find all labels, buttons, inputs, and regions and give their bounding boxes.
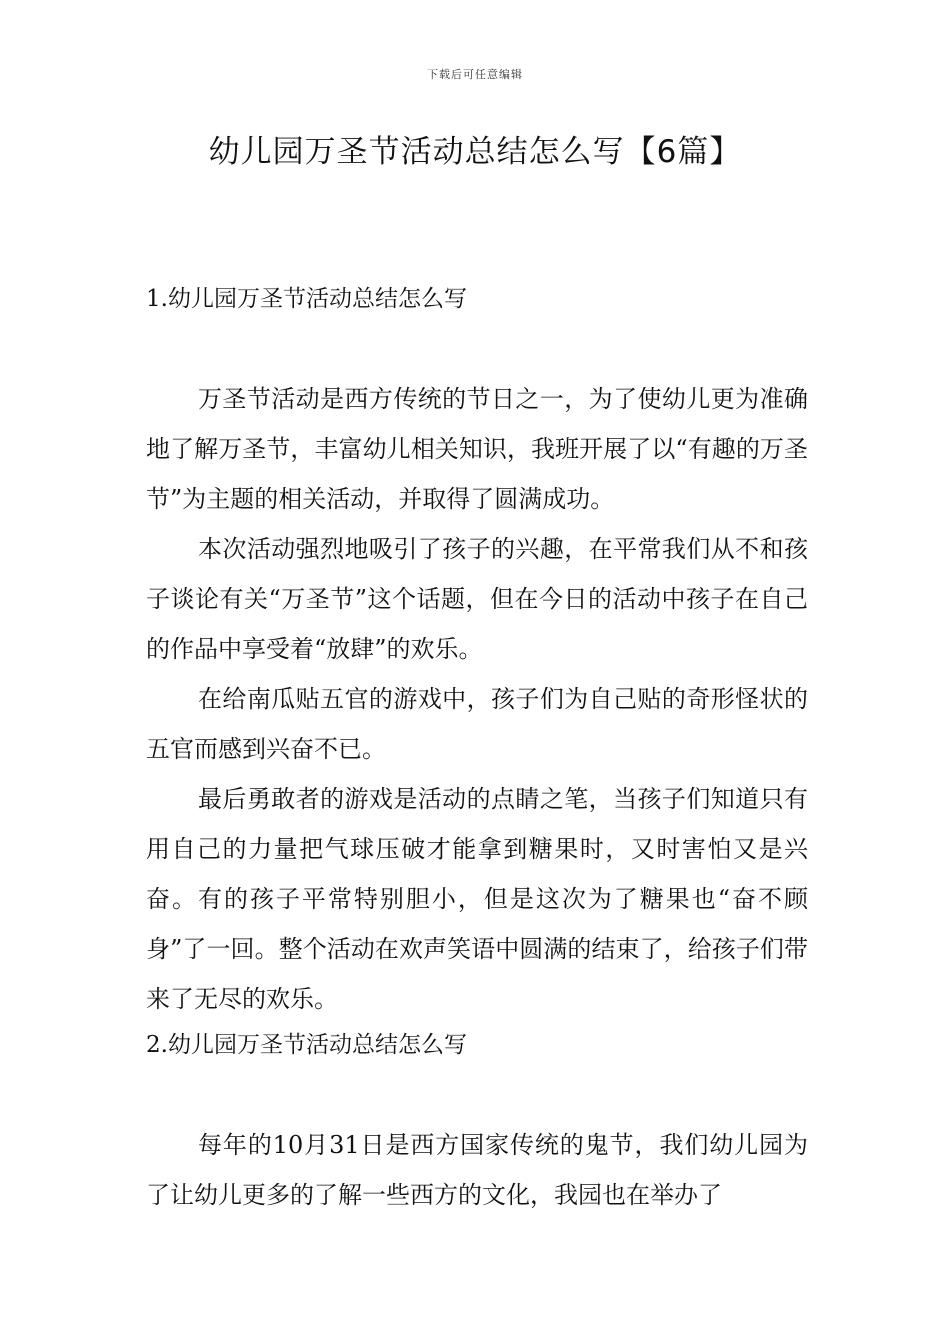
paragraph: 在给南瓜贴五官的游戏中，孩子们为自己贴的奇形怪状的五官而感到兴奋不已。 xyxy=(146,685,808,763)
document-title: 幼儿园万圣节活动总结怎么写【6篇】 xyxy=(208,134,742,170)
section-2-body xyxy=(146,1120,808,1220)
paragraph: 万圣节活动是西方传统的节日之一，为了使幼儿更为准确地了解万圣节，丰富幼儿相关知识，我班开展了以“有趣的万圣节”为主题的相关活动，并取得了圆满成功。 xyxy=(146,385,808,513)
header-note: 下载后可任意编辑 xyxy=(427,68,523,81)
paragraph: 最后勇敢者的游戏是活动的点睛之笔，当孩子们知道只有用自己的力量把气球压破才能拿到糖果时，又时害怕又是兴奋。有的孩子平常特别胆小，但是这次为了糖果也“奋不顾身”了一回。整个活动在欢声笑语中圆满的结束了，给孩子们带来了无尽的欢乐。 xyxy=(146,785,808,1013)
paragraph: 每年的10月31日是西方国家传统的鬼节，我们幼儿园为了让幼儿更多的了解一些西方的文化，我园也在举办了 xyxy=(146,1131,808,1209)
section-2 xyxy=(146,1020,808,1070)
paragraph: 本次活动强烈地吸引了孩子的兴趣，在平常我们从不和孩子谈论有关“万圣节”这个话题，但在今日的活动中孩子在自己的作品中享受着“放肆”的欢乐。 xyxy=(146,535,808,663)
section-1-body xyxy=(146,374,808,1024)
section-heading-2: 2.幼儿园万圣节活动总结怎么写 xyxy=(146,1032,467,1058)
section-1 xyxy=(146,274,808,324)
section-heading-1: 1.幼儿园万圣节活动总结怎么写 xyxy=(146,286,467,312)
